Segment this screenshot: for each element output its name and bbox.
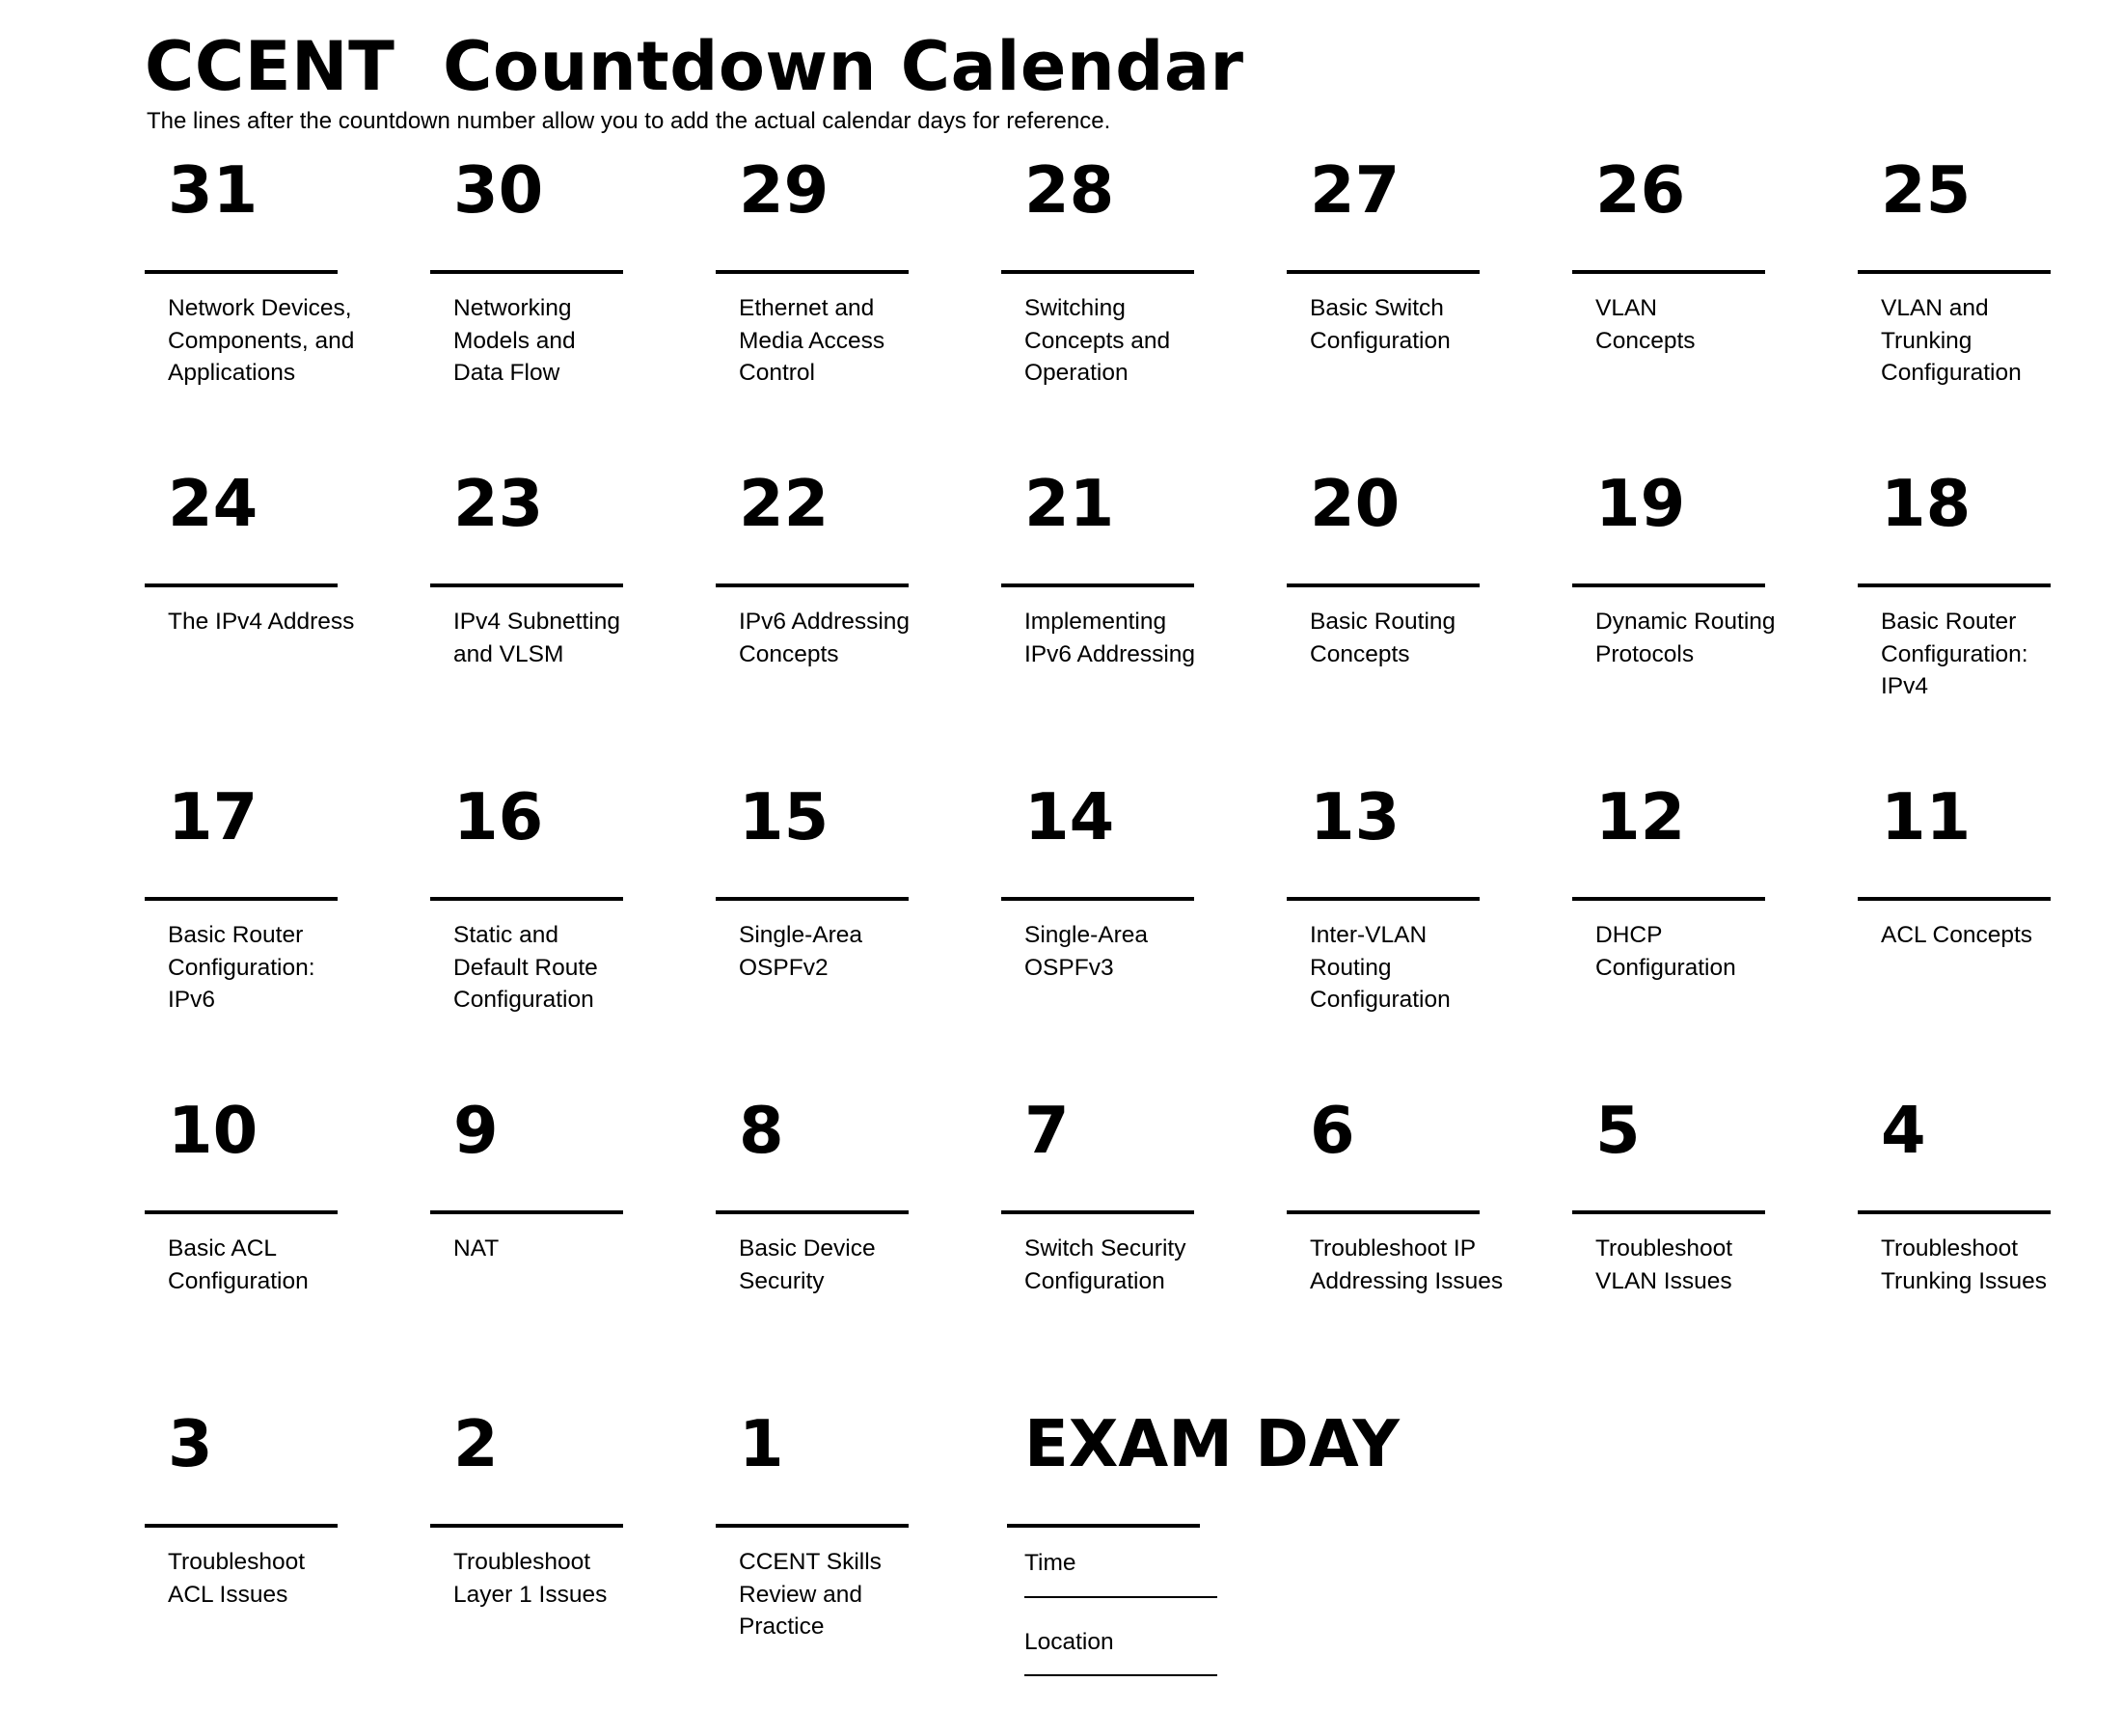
date-entry-line — [145, 1210, 338, 1214]
day-number: 17 — [168, 779, 258, 854]
day-number: 24 — [168, 466, 258, 541]
date-entry-line — [1001, 897, 1194, 901]
day-topic: Dynamic Routing Protocols — [1595, 609, 1776, 667]
day-number: 15 — [739, 779, 830, 854]
date-entry-line — [716, 270, 909, 274]
date-entry-line — [1287, 270, 1480, 274]
date-entry-line — [1858, 270, 2051, 274]
day-cell — [1858, 152, 2122, 448]
day-number: 11 — [1881, 779, 1972, 854]
day-number: 13 — [1310, 779, 1401, 854]
day-number: 1 — [739, 1406, 784, 1481]
day-cell — [430, 1406, 710, 1701]
exam-day-heading: EXAM DAY — [1024, 1406, 1400, 1481]
date-entry-line — [1287, 583, 1480, 587]
day-number: 4 — [1881, 1093, 1926, 1168]
exam-day-cell — [1024, 1406, 1429, 1701]
day-cell — [1001, 152, 1281, 448]
date-entry-line — [145, 1524, 338, 1528]
day-topic: Basic Switch Configuration — [1310, 295, 1451, 354]
date-entry-line — [430, 270, 623, 274]
exam-time-label: Time — [1024, 1550, 1076, 1576]
date-entry-line — [1001, 1210, 1194, 1214]
day-cell — [1287, 779, 1566, 1074]
day-number: 26 — [1595, 152, 1686, 228]
day-topic: Troubleshoot VLAN Issues — [1595, 1235, 1733, 1294]
date-entry-line — [1572, 897, 1765, 901]
day-topic: Static and Default Route Configuration — [453, 922, 598, 1013]
date-entry-line — [145, 583, 338, 587]
day-topic: Basic Router Configuration: IPv6 — [168, 922, 315, 1013]
day-number: 12 — [1595, 779, 1686, 854]
day-cell — [716, 466, 995, 761]
date-entry-line — [430, 583, 623, 587]
day-number: 23 — [453, 466, 544, 541]
day-cell — [430, 152, 710, 448]
page-title: CCENT Countdown Calendar — [145, 27, 1244, 106]
day-cell — [1287, 152, 1566, 448]
day-topic: Implementing IPv6 Addressing — [1024, 609, 1196, 667]
day-number: 10 — [168, 1093, 258, 1168]
date-entry-line — [716, 1210, 909, 1214]
day-cell — [145, 779, 424, 1074]
day-number: 30 — [453, 152, 544, 228]
day-topic: Troubleshoot Layer 1 Issues — [453, 1549, 608, 1608]
page-subtitle: The lines after the countdown number allow you to add the actual calendar days for reference. — [147, 108, 1111, 134]
day-cell — [1858, 1093, 2122, 1388]
day-topic: Basic Router Configuration: IPv4 — [1881, 609, 2028, 699]
day-cell — [145, 1093, 424, 1388]
day-topic: Troubleshoot Trunking Issues — [1881, 1235, 2048, 1294]
day-number: 29 — [739, 152, 830, 228]
day-topic: Basic Device Security — [739, 1235, 876, 1294]
day-number: 19 — [1595, 466, 1686, 541]
day-topic: NAT — [453, 1235, 500, 1261]
day-cell — [716, 1406, 995, 1701]
day-topic: Single-Area OSPFv2 — [739, 922, 863, 981]
day-topic: Switching Concepts and Operation — [1024, 295, 1171, 386]
exam-location-line — [1024, 1674, 1217, 1676]
day-number: 14 — [1024, 779, 1115, 854]
day-topic: ACL Concepts — [1881, 922, 2033, 948]
day-cell — [1001, 779, 1281, 1074]
day-number: 20 — [1310, 466, 1401, 541]
day-topic: CCENT Skills Review and Practice — [739, 1549, 882, 1640]
day-number: 28 — [1024, 152, 1115, 228]
day-number: 22 — [739, 466, 830, 541]
date-entry-line — [430, 897, 623, 901]
day-cell — [716, 152, 995, 448]
date-entry-line — [430, 1210, 623, 1214]
day-cell — [1858, 779, 2122, 1074]
exam-time-line — [1024, 1596, 1217, 1598]
day-cell — [430, 466, 710, 761]
day-topic: Basic ACL Configuration — [168, 1235, 309, 1294]
day-number: 27 — [1310, 152, 1401, 228]
day-number: 21 — [1024, 466, 1115, 541]
day-cell — [1858, 466, 2122, 761]
day-number: 2 — [453, 1406, 499, 1481]
day-topic: IPv6 Addressing Concepts — [739, 609, 911, 667]
date-entry-line — [1001, 583, 1194, 587]
day-cell — [1572, 779, 1852, 1074]
day-number: 9 — [453, 1093, 499, 1168]
day-cell — [1287, 466, 1566, 761]
date-entry-line — [1858, 1210, 2051, 1214]
day-number: 18 — [1881, 466, 1972, 541]
day-topic: Troubleshoot ACL Issues — [168, 1549, 306, 1608]
day-topic: IPv4 Subnetting and VLSM — [453, 609, 620, 667]
day-number: 7 — [1024, 1093, 1070, 1168]
day-topic: Inter-VLAN Routing Configuration — [1310, 922, 1451, 1013]
day-topic: Switch Security Configuration — [1024, 1235, 1186, 1294]
day-topic: Troubleshoot IP Addressing Issues — [1310, 1235, 1504, 1294]
date-entry-line — [1858, 897, 2051, 901]
date-entry-line — [1007, 1524, 1200, 1528]
day-topic: VLAN Concepts — [1595, 295, 1696, 354]
day-number: 8 — [739, 1093, 784, 1168]
date-entry-line — [1572, 1210, 1765, 1214]
day-cell — [1001, 466, 1281, 761]
day-topic: DHCP Configuration — [1595, 922, 1736, 981]
day-cell — [1287, 1093, 1566, 1388]
day-cell — [1572, 1093, 1852, 1388]
date-entry-line — [430, 1524, 623, 1528]
day-number: 16 — [453, 779, 544, 854]
date-entry-line — [145, 270, 338, 274]
day-number: 6 — [1310, 1093, 1355, 1168]
day-topic: Networking Models and Data Flow — [453, 295, 576, 386]
day-cell — [1572, 466, 1852, 761]
date-entry-line — [145, 897, 338, 901]
day-cell — [430, 779, 710, 1074]
date-entry-line — [1287, 1210, 1480, 1214]
day-cell — [716, 1093, 995, 1388]
day-topic: VLAN and Trunking Configuration — [1881, 295, 2022, 386]
day-cell — [430, 1093, 710, 1388]
date-entry-line — [1572, 583, 1765, 587]
day-number: 25 — [1881, 152, 1972, 228]
day-topic: Network Devices, Components, and Applications — [168, 295, 355, 386]
date-entry-line — [1287, 897, 1480, 901]
day-cell — [716, 779, 995, 1074]
day-cell — [1572, 152, 1852, 448]
exam-location-label: Location — [1024, 1629, 1114, 1655]
day-cell — [145, 1406, 424, 1701]
date-entry-line — [1572, 270, 1765, 274]
day-number: 3 — [168, 1406, 213, 1481]
day-topic: Basic Routing Concepts — [1310, 609, 1456, 667]
day-number: 31 — [168, 152, 258, 228]
day-topic: Single-Area OSPFv3 — [1024, 922, 1149, 981]
day-number: 5 — [1595, 1093, 1641, 1168]
date-entry-line — [716, 897, 909, 901]
day-topic: Ethernet and Media Access Control — [739, 295, 885, 386]
day-cell — [145, 152, 424, 448]
day-cell — [1001, 1093, 1281, 1388]
day-cell — [145, 466, 424, 761]
date-entry-line — [716, 1524, 909, 1528]
date-entry-line — [716, 583, 909, 587]
day-topic: The IPv4 Address — [168, 609, 355, 635]
date-entry-line — [1001, 270, 1194, 274]
date-entry-line — [1858, 583, 2051, 587]
